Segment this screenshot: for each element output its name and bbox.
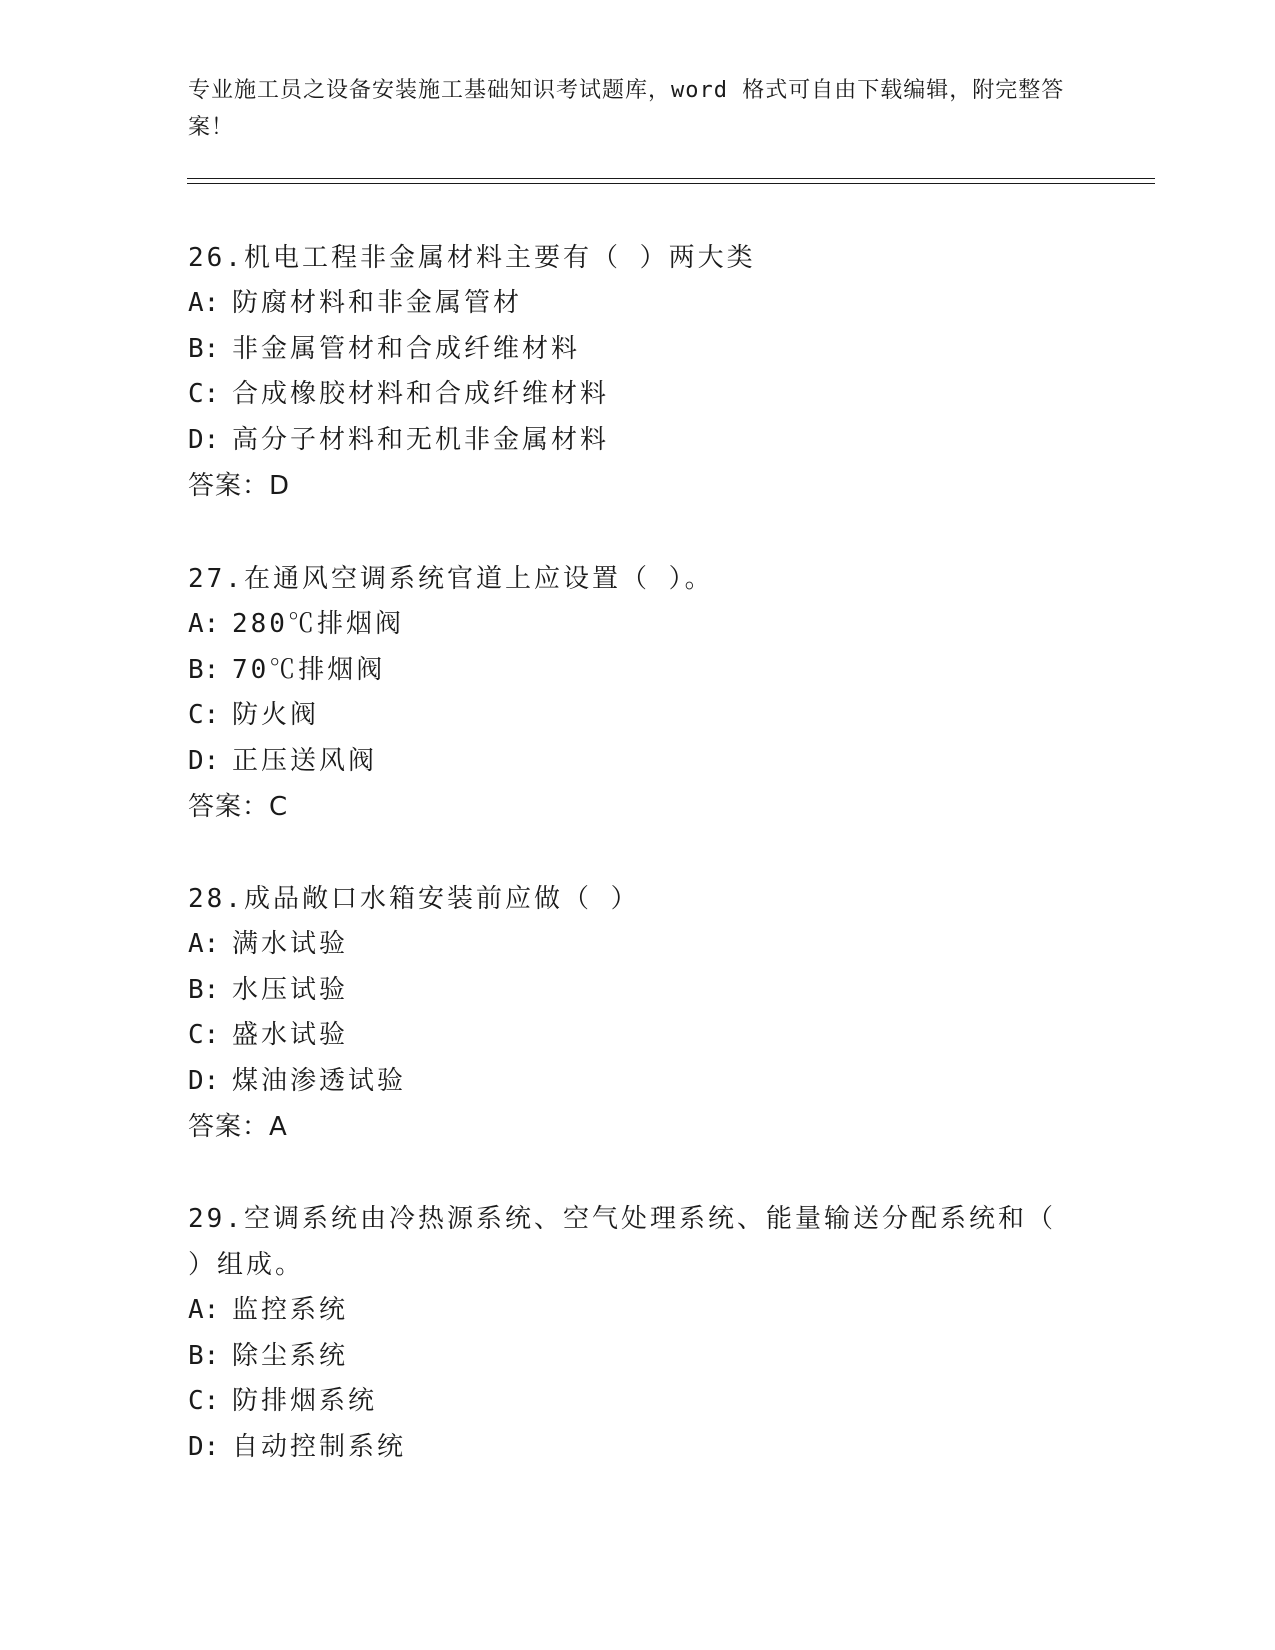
option-c <box>188 693 1068 739</box>
option-letter: D: <box>188 424 220 455</box>
option-text: 高分子材料和无机非金属材料 <box>232 424 610 455</box>
option-letter: B: <box>188 333 220 364</box>
question-28 <box>188 876 1068 1150</box>
option-letter: B: <box>188 1340 220 1371</box>
option-text: 盛水试验 <box>232 1020 349 1050</box>
question-27 <box>188 556 1068 830</box>
header-divider-bottom <box>187 183 1155 184</box>
option-d <box>188 418 1068 464</box>
option-text: 70℃排烟阀 <box>232 654 386 685</box>
option-d <box>188 739 1068 785</box>
option-letter: C: <box>188 379 220 409</box>
option-text: 满水试验 <box>232 929 349 959</box>
option-b <box>188 648 1068 694</box>
question-stem: 28.成品敞口水箱安装前应做（ ） <box>188 884 640 914</box>
option-letter: C: <box>188 700 220 730</box>
question-29 <box>188 1196 1068 1470</box>
option-text: 正压送风阀 <box>232 745 378 776</box>
option-b <box>188 327 1068 373</box>
option-a <box>188 922 1068 968</box>
option-letter: A: <box>188 288 220 318</box>
answer-line: 答案：A <box>188 1112 288 1142</box>
option-letter: B: <box>188 654 220 685</box>
option-text: 合成橡胶材料和合成纤维材料 <box>232 379 610 409</box>
option-a <box>188 1288 1068 1334</box>
option-letter: C: <box>188 1020 220 1050</box>
option-text: 除尘系统 <box>232 1340 349 1371</box>
option-c <box>188 1379 1068 1425</box>
option-text: 煤油渗透试验 <box>232 1065 407 1096</box>
option-a <box>188 281 1068 327</box>
option-letter: C: <box>188 1386 220 1416</box>
option-letter: D: <box>188 1065 220 1096</box>
question-26 <box>188 235 1068 509</box>
document-header: 专业施工员之设备安装施工基础知识考试题库，word 格式可自由下载编辑，附完整答案！ <box>188 78 1065 140</box>
option-letter: A: <box>188 929 220 959</box>
option-letter: B: <box>188 974 220 1005</box>
answer-line: 答案：C <box>188 792 289 822</box>
option-letter: D: <box>188 745 220 776</box>
option-text: 自动控制系统 <box>232 1431 407 1462</box>
option-text: 280℃排烟阀 <box>232 609 404 639</box>
answer-line: 答案：D <box>188 471 291 501</box>
question-stem: 27.在通风空调系统官道上应设置（ ）。 <box>188 564 714 594</box>
option-text: 防腐材料和非金属管材 <box>232 288 523 318</box>
question-stem: 26.机电工程非金属材料主要有（ ）两大类 <box>188 243 756 273</box>
option-b <box>188 968 1068 1014</box>
option-d <box>188 1425 1068 1471</box>
option-letter: A: <box>188 1295 220 1325</box>
option-letter: D: <box>188 1431 220 1462</box>
option-d <box>188 1059 1068 1105</box>
option-text: 监控系统 <box>232 1295 349 1325</box>
option-text: 水压试验 <box>232 974 349 1005</box>
header-divider-top <box>187 178 1155 179</box>
option-b <box>188 1334 1068 1380</box>
option-a <box>188 602 1068 648</box>
option-text: 非金属管材和合成纤维材料 <box>232 333 581 364</box>
option-letter: A: <box>188 609 220 639</box>
option-text: 防排烟系统 <box>232 1386 378 1416</box>
option-c <box>188 1013 1068 1059</box>
question-stem: 29.空调系统由冷热源系统、空气处理系统、能量输送分配系统和（ ）组成。 <box>188 1204 1056 1280</box>
option-text: 防火阀 <box>232 700 320 730</box>
option-c <box>188 372 1068 418</box>
